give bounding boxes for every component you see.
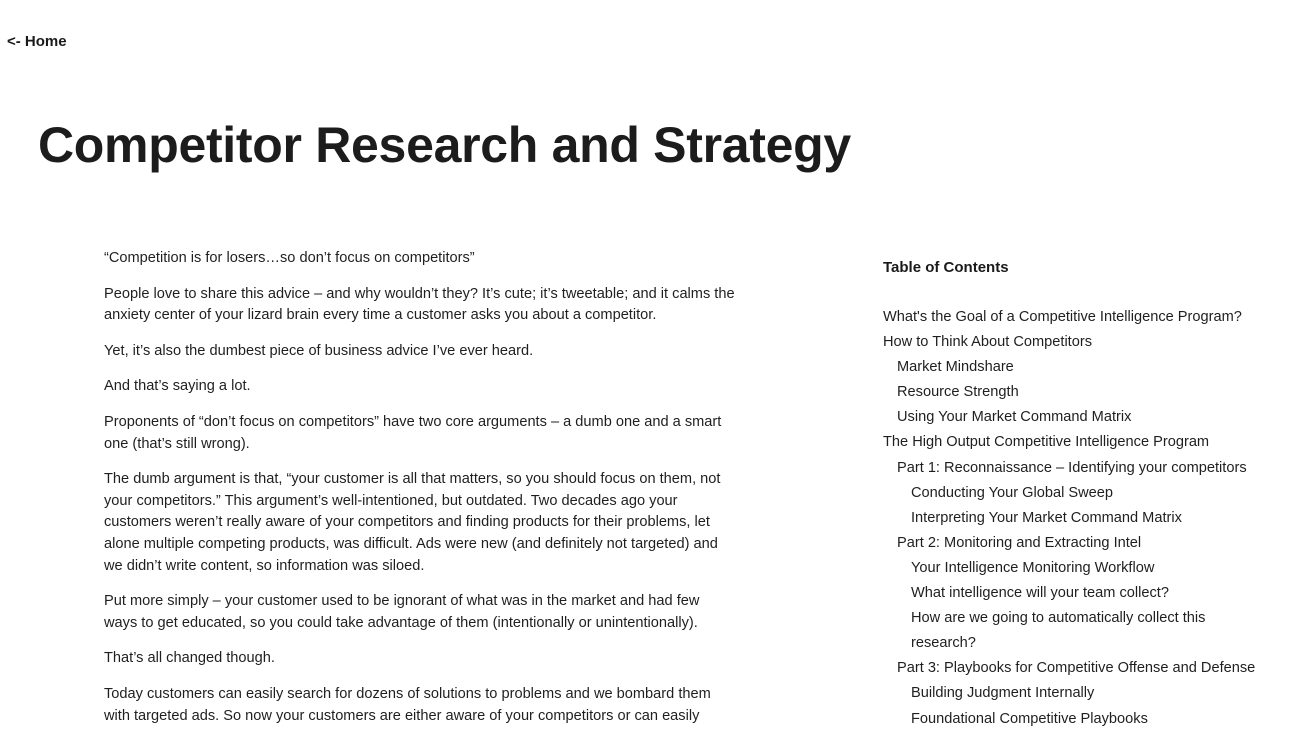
article-body [104,248,736,729]
toc-link[interactable]: Conducting Your Global Sweep [911,484,1114,501]
article-paragraph: Proponents of “don’t focus on competitors” have two core arguments – a dumb one and a smart one (that’s still wrong). [104,413,722,452]
toc-link[interactable]: Resource Strength [897,384,1019,401]
toc-link[interactable]: Building Judgment Internally [911,685,1095,702]
article-paragraph: Put more simply – your customer used to be ignorant of what was in the market and had few ways to get educated, so you could take advantage of them (intentionally or unintentionally). [104,593,700,631]
toc-link[interactable]: Your Intelligence Monitoring Workflow [911,559,1155,576]
article-paragraph: “Competition is for losers…so don’t focus on competitors” [104,250,475,266]
toc-link[interactable]: Part 2: Monitoring and Extracting Intel [897,534,1142,551]
article-paragraph: Today customers can easily search for dozens of solutions to problems and we bombard them with targeted ads. So now your customers are either aware of your competitors or can easily [104,685,711,724]
toc-title: Table of Contents [883,259,1009,276]
toc-link[interactable]: What intelligence will your team collect? [911,585,1169,602]
article-paragraph: People love to share this advice – and why wouldn’t they? It’s cute; it’s tweetable; and it calms the anxiety center of your lizard brain every time a customer asks you about a competitor. [104,285,735,324]
toc-link[interactable]: How to Think About Competitors [883,334,1093,351]
toc-link[interactable]: What's the Goal of a Competitive Intelligence Program? [883,309,1242,325]
toc-link[interactable]: How are we going to automatically collect this research? [911,610,1206,652]
toc-list [883,305,1283,729]
page-title: Competitor Research and Strategy [38,117,851,173]
table-of-contents [883,258,1283,729]
toc-link[interactable]: Market Mindshare [897,359,1014,376]
toc-link[interactable]: Part 1: Reconnaissance – Identifying your competitors [897,459,1247,476]
article-paragraph: Yet, it’s also the dumbest piece of business advice I’ve ever heard. [104,342,534,359]
toc-link[interactable]: Part 3: Playbooks for Competitive Offense and Defense [897,660,1256,677]
toc-link[interactable]: Foundational Competitive Playbooks [911,710,1148,727]
article-paragraph: And that’s saying a lot. [104,378,251,395]
toc-link[interactable]: The High Output Competitive Intelligence Program [883,434,1210,451]
article-paragraph: The dumb argument is that, “your customer is all that matters, so you should focus on them, not your competitors.” This argument’s well-intentioned, but outdated. Two decades ago your customers weren’t really aware of your competitors and finding products for their problems, let alone multiple competing products, was difficult. Ads were new (and definitely not targeted) and we didn’t write content, so information was siloed. [104,471,721,574]
article-paragraph: That’s all changed though. [104,650,275,667]
toc-link[interactable]: Using Your Market Command Matrix [897,409,1132,426]
toc-link[interactable]: Interpreting Your Market Command Matrix [911,509,1182,526]
home-link[interactable]: <- Home [7,33,67,50]
